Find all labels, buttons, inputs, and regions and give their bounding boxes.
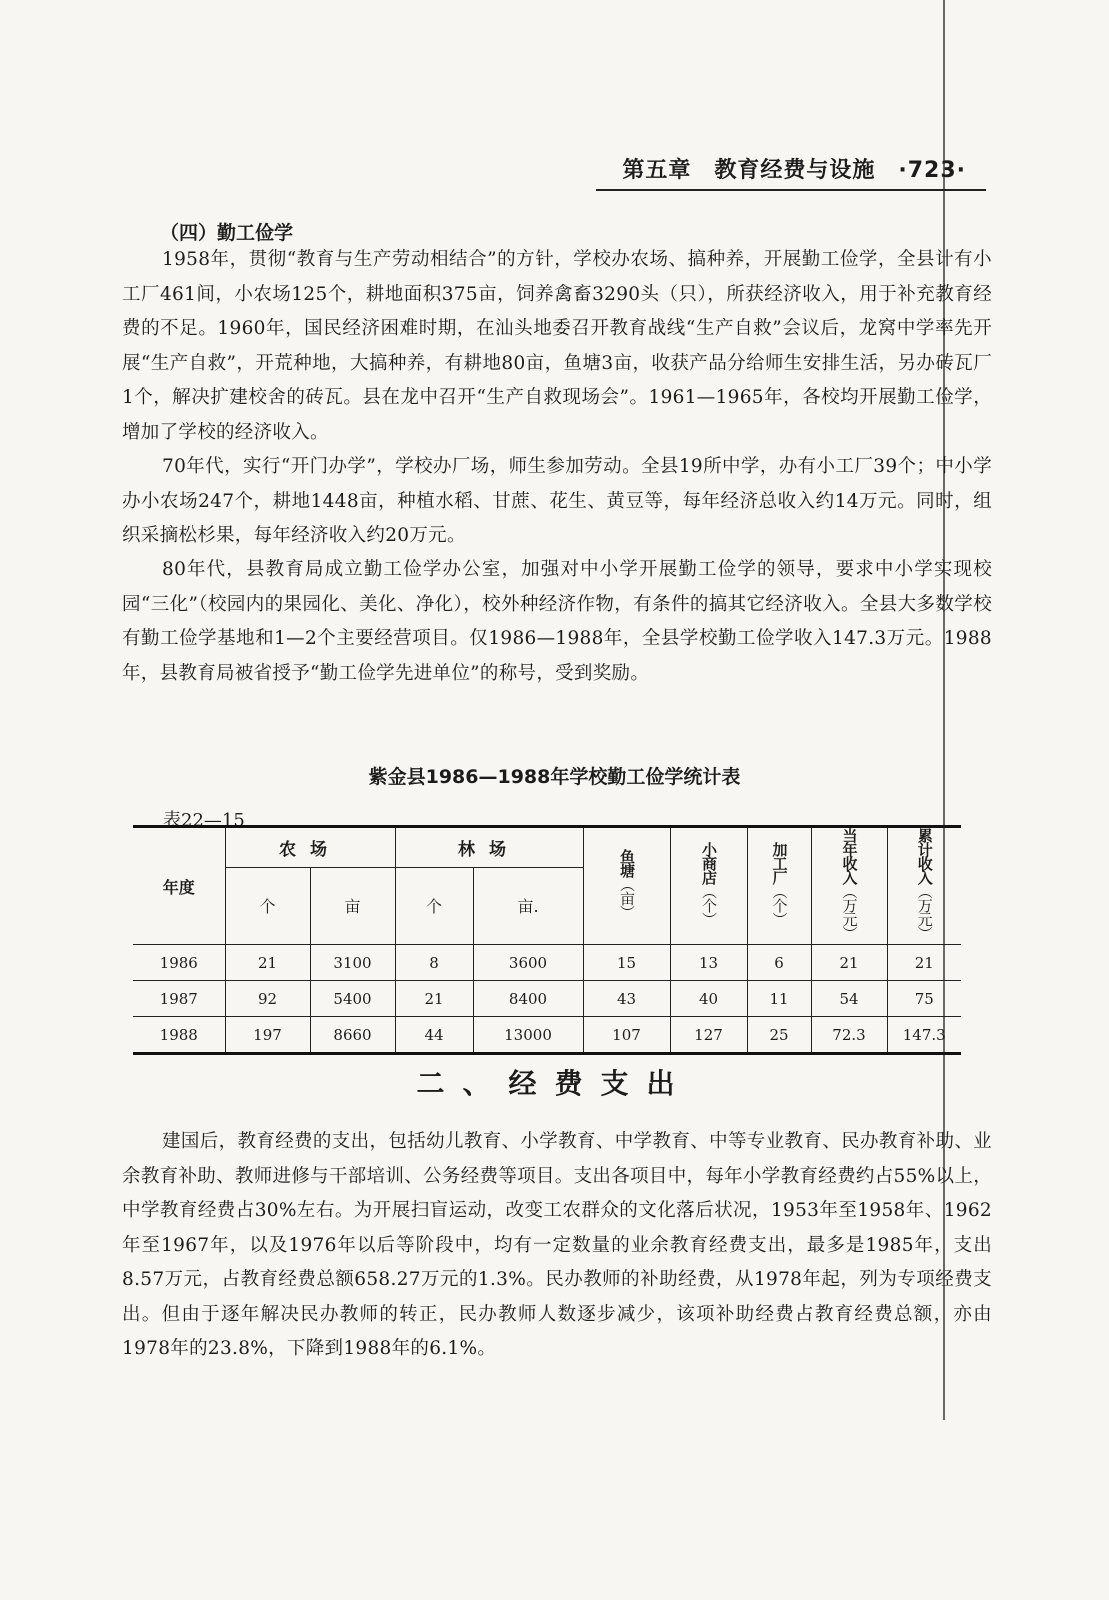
work-study-table	[133, 825, 961, 1055]
header-income-year: 当年收入（万元）	[811, 827, 887, 945]
page-header	[596, 153, 986, 193]
paragraph-expenditure: 建国后，教育经费的支出，包括幼儿教育、小学教育、中学教育、中等专业教育、民办教育补助、业余教育补助、教师进修与干部培训、公务经费等项目。支出各项目中，每年小学教育经费约占55%以上，中学教育经费占30%左右。为开展扫盲运动，改变工农群众的文化落后状况，1953年至1958年、1962年至1967年，以及1976年以后等阶段中，均有一定数量的业余教育经费支出，最多是1985年，支出8.57万元，占教育经费总额658.27万元的1.3%。民办教师的补助经费，从1978年起，列为专项经费支出。但由于逐年解决民办教师的转正，民办教师人数逐步减少，该项补助经费占教育经费总额，亦由1978年的23.8%，下降到1988年的6.1%。	[122, 1131, 992, 1359]
table-cell: 92	[225, 981, 310, 1017]
table-cell: 13000	[473, 1017, 583, 1054]
table-cell: 15	[583, 945, 670, 981]
header-rule	[596, 189, 986, 191]
section-title: 二、经费支出	[416, 1067, 693, 1100]
header-fishpond: 鱼塘（亩）	[583, 827, 670, 945]
table-title: 紫金县1986—1988年学校勤工俭学统计表	[368, 766, 741, 788]
table-cell: 6	[747, 945, 811, 981]
header-income-total: 累计收入（万元）	[887, 827, 961, 945]
table-cell: 5400	[310, 981, 395, 1017]
table-cell: 43	[583, 981, 670, 1017]
header-year: 年度	[133, 827, 225, 945]
table-cell: 21	[225, 945, 310, 981]
running-head: 第五章 教育经费与设施 ·723·	[622, 158, 966, 183]
table-cell: 8660	[310, 1017, 395, 1054]
table-cell: 147.3	[887, 1017, 961, 1054]
table-cell: 21	[811, 945, 887, 981]
table-cell: 21	[395, 981, 473, 1017]
header-factory: 加工厂（个）	[747, 827, 811, 945]
table-cell: 44	[395, 1017, 473, 1054]
table-cell: 75	[887, 981, 961, 1017]
table-number: 表22—15	[163, 810, 245, 831]
table-row	[133, 1017, 961, 1054]
table-cell: 13	[670, 945, 747, 981]
header-forest-mu: 亩.	[473, 867, 583, 944]
table-row	[133, 981, 961, 1017]
table-cell: 8400	[473, 981, 583, 1017]
table-cell: 197	[225, 1017, 310, 1054]
table-cell: 127	[670, 1017, 747, 1054]
paragraph-70s: 70年代，实行“开门办学”，学校办厂场，师生参加劳动。全县19所中学，办有小工厂39个；中小学办小农场247个，耕地1448亩，种植水稻、甘蔗、花生、黄豆等，每年经济总收入约14万元。同时，组织采摘松杉果，每年经济收入约20万元。	[122, 456, 992, 546]
table-cell: 11	[747, 981, 811, 1017]
table-cell: 25	[747, 1017, 811, 1054]
table-cell: 107	[583, 1017, 670, 1054]
header-shop: 小商店（个）	[670, 827, 747, 945]
table-cell: 1988	[133, 1017, 225, 1054]
table-cell: 1987	[133, 981, 225, 1017]
table-cell: 40	[670, 981, 747, 1017]
table-cell: 54	[811, 981, 887, 1017]
table-row	[133, 945, 961, 981]
header-forest-count: 个	[395, 867, 473, 944]
table-cell: 3600	[473, 945, 583, 981]
table-cell: 72.3	[811, 1017, 887, 1054]
table-cell: 21	[887, 945, 961, 981]
table-cell: 1986	[133, 945, 225, 981]
section-heading: （四）勤工俭学	[160, 222, 294, 244]
header-farm-mu: 亩	[310, 867, 395, 944]
header-farm: 农场	[225, 827, 395, 868]
paragraph-80s: 80年代，县教育局成立勤工俭学办公室，加强对中小学开展勤工俭学的领导，要求中小学实现校园“三化”（校园内的果园化、美化、净化），校外种经济作物，有条件的搞其它经济收入。全县大多数学校有勤工俭学基地和1—2个主要经营项目。仅1986—1988年，全县学校勤工俭学收入147.3万元。1988年，县教育局被省授予“勤工俭学先进单位”的称号，受到奖励。	[122, 559, 992, 684]
table-cell: 8	[395, 945, 473, 981]
table-cell: 3100	[310, 945, 395, 981]
header-forest: 林场	[395, 827, 583, 868]
paragraph-1958: 1958年，贯彻“教育与生产劳动相结合”的方针，学校办农场、搞种养，开展勤工俭学，全县计有小工厂461间，小农场125个，耕地面积375亩，饲养禽畜3290头（只），所获经济收入，用于补充教育经费的不足。1960年，国民经济困难时期，在汕头地委召开教育战线“生产自救”会议后，龙窝中学率先开展“生产自救”，开荒种地，大搞种养，有耕地80亩，鱼塘3亩，收获产品分给师生安排生活，另办砖瓦厂1个，解决扩建校舍的砖瓦。县在龙中召开“生产自救现场会”。1961—1965年，各校均开展勤工俭学，增加了学校的经济收入。	[122, 249, 992, 443]
header-farm-count: 个	[225, 867, 310, 944]
